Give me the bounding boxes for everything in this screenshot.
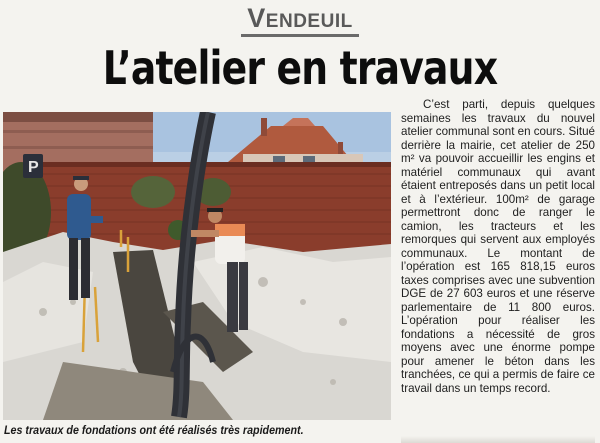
kicker-label: Vendeuil [241,2,358,37]
photo-caption: Les travaux de fondations ont été réalisés très rapidement. [4,425,304,437]
article-photo [3,112,391,420]
article-headline: L’atelier en travaux [102,41,498,95]
parking-sign-letter: P [28,159,39,176]
article-body [401,98,595,395]
page-edge [401,436,595,443]
section-kicker [0,2,600,37]
article-paragraph: C’est parti, depuis quelques semaines les travaux du nouvel atelier communal sont en cours. Situé derrière la mairie, cet atelier de 250 m² va pouvoir accueillir les engins et matériel communaux qui avant étaient entreposés dans un petit local et à l’extérieur. 100m² de garage permettront donc de ranger le camion, les tracteurs et les remorques qui servent aux employés communaux. Le montant de l’opération est 165 818,15 euros taxes comprises avec une subvention DGE de 27 603 euros et une réserve parlementaire de 11 800 euros. L’opération pour réaliser les fondations a nécessité de gros moyens avec une énorme pompe pour amener le béton dans les tranchées, ce qui a permis de faire ce travail dans un temps record. [401,98,595,395]
